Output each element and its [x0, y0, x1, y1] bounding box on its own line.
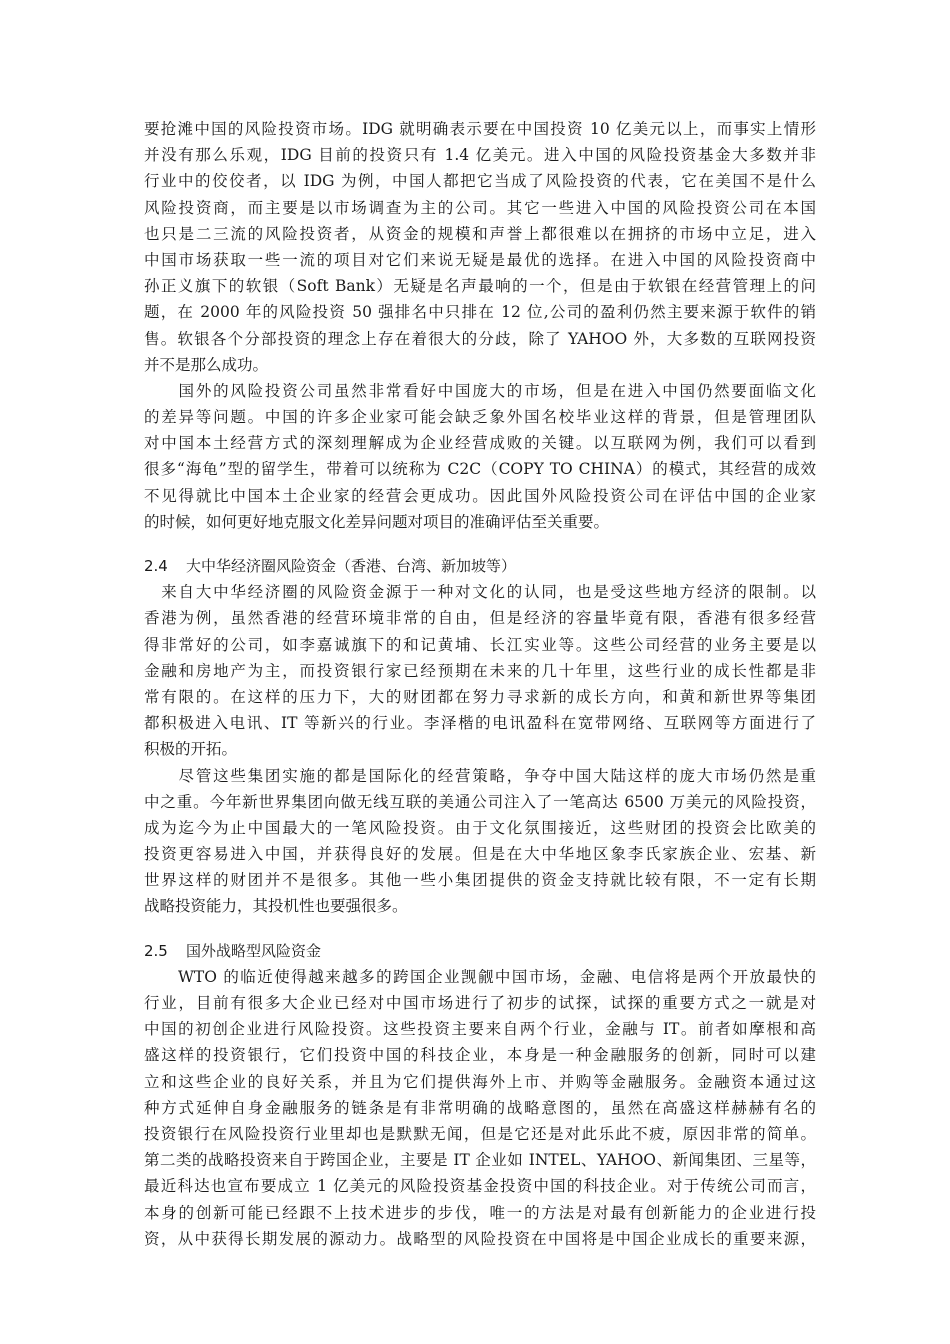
text-line: 中国的初创企业进行风险投资。这些投资主要来自两个行业，金融与 IT。前者如摩根和高 [144, 1020, 816, 1039]
text-line: 尽管这些集团实施的都是国际化的经营策略，争夺中国大陆这样的庞大市场仍然是重 [144, 766, 816, 785]
paragraph-cultural-difference [144, 378, 816, 535]
text-line: 要抢滩中国的风险投资市场。IDG 就明确表示要在中国投资 10 亿美元以上，而事实上情形 [144, 120, 816, 138]
text-line: 的差异等问题。中国的许多企业家可能会缺乏象外国名校毕业这样的背景，但是管理团队 [144, 408, 816, 427]
section-number: 2.5 [144, 941, 168, 960]
text-line: 题，在 2000 年的风险投资 50 强排名中只排在 12 位,公司的盈利仍然主要来源于软件的销 [144, 303, 816, 322]
text-line: 也只是二三流的风险投资者，从资金的规模和声誉上都很难以在拥挤的市场中立足，进入 [144, 224, 816, 243]
text-line: 不见得就比中国本土企业家的经营会更成功。因此国外风险投资公司在评估中国的企业家 [144, 486, 816, 505]
text-line: 世界这样的财团并不是很多。其他一些小集团提供的资金支持就比较有限，不一定有长期 [144, 871, 816, 890]
section-number: 2.4 [144, 557, 168, 575]
text-line: 并没有那么乐观，IDG 目前的投资只有 1.4 亿美元。进入中国的风险投资基金大多数并非 [144, 146, 816, 165]
text-line: 战略投资能力，其投机性也要强很多。 [144, 897, 408, 916]
text-line: 中之重。今年新世界集团向做无线互联的美通公司注入了一笔高达 6500 万美元的风险投资， [144, 792, 816, 811]
text-line: 香港为例，虽然香港的经营环境非常的自由，但是经济的容量毕竟有限，香港有很多经营 [144, 609, 816, 628]
text-line: 最近科达也宣布要成立 1 亿美元的风险投资基金投资中国的科技企业。对于传统公司而言， [144, 1177, 816, 1196]
section-spacer [144, 535, 816, 553]
text-line: 资，从中获得长期发展的源动力。战略型的风险投资在中国将是中国企业成长的重要来源， [144, 1229, 816, 1248]
text-line: 很多“海龟”型的留学生，带着可以统称为 C2C（COPY TO CHINA）的模式，其经营的成效 [144, 460, 816, 479]
text-line: 常有限的。在这样的压力下，大的财团都在努力寻求新的成长方向，和黄和新世界等集团 [144, 687, 816, 706]
text-line: 本身的创新可能已经跟不上技术进步的步伐，唯一的方法是对最有创新能力的企业进行投 [144, 1203, 816, 1222]
section-title: 国外战略型风险资金 [186, 941, 322, 960]
section-title: 大中华经济圈风险资金（香港、台湾、新加坡等） [186, 557, 517, 575]
paragraph-foreign-vc-continued [144, 116, 816, 378]
text-line: 积极的开拓。 [144, 740, 238, 759]
text-line: 盛这样的投资银行，它们投资中国的科技企业，本身是一种金融服务的创新，同时可以建 [144, 1046, 816, 1065]
text-line: 国外的风险投资公司虽然非常看好中国庞大的市场，但是在进入中国仍然要面临文化 [144, 381, 816, 400]
text-line: 对中国本土经营方式的深刻理解成为企业经营成败的关键。以互联网为例，我们可以看到 [144, 434, 816, 453]
text-line: 孙正义旗下的软银（Soft Bank）无疑是名声最响的一个，但是由于软银在经营管理上的问 [144, 277, 816, 296]
text-line: 第二类的战略投资来自于跨国企业，主要是 IT 企业如 INTEL、YAHOO、新闻集团、三星等， [144, 1151, 816, 1170]
paragraph-strategic-vc [144, 964, 816, 1252]
section-spacer [144, 920, 816, 938]
text-line: 都积极进入电讯、IT 等新兴的行业。李泽楷的电讯盈科在宽带网络、互联网等方面进行了 [144, 714, 816, 733]
text-line: 行业，目前有很多大企业已经对中国市场进行了初步的试探，试探的重要方式之一就是对 [144, 994, 816, 1012]
section-heading-2-4 [144, 553, 816, 579]
text-line: 投资更容易进入中国，并获得良好的发展。但是在大中华地区象李氏家族企业、宏基、新 [144, 845, 816, 864]
text-line: WTO 的临近使得越来越多的跨国企业觊觎中国市场，金融、电信将是两个开放最快的 [144, 967, 816, 986]
paragraph-greater-china-capital [144, 579, 816, 762]
text-line: 行业中的佼佼者，以 IDG 为例，中国人都把它当成了风险投资的代表，它在美国不是什么 [144, 172, 816, 191]
text-line: 来自大中华经济圈的风险资金源于一种对文化的认同，也是受这些地方经济的限制。以 [144, 583, 816, 602]
section-heading-2-5 [144, 938, 816, 964]
text-line: 成为迄今为止中国最大的一笔风险投资。由于文化氛围接近，这些财团的投资会比欧美的 [144, 818, 816, 837]
text-line: 立和这些企业的良好关系，并且为它们提供海外上市、并购等金融服务。金融资本通过这 [144, 1072, 816, 1091]
text-line: 并不是那么成功。 [144, 355, 269, 374]
text-line: 售。软银各个分部投资的理念上存在着很大的分歧，除了 YAHOO 外，大多数的互联网投资 [144, 329, 816, 348]
text-line: 得非常好的公司，如李嘉诚旗下的和记黄埔、长江实业等。这些公司经营的业务主要是以 [144, 635, 816, 654]
text-line: 金融和房地产为主，而投资银行家已经预期在未来的几十年里，这些行业的成长性都是非 [144, 661, 816, 680]
text-line: 的时候，如何更好地克服文化差异问题对项目的准确评估至关重要。 [144, 512, 610, 531]
text-line: 投资银行在风险投资行业里却也是默默无闻，但是它还是对此乐此不疲，原因非常的简单。 [144, 1124, 816, 1143]
text-line: 风险投资商，而主要是以市场调查为主的公司。其它一些进入中国的风险投资公司在本国 [144, 198, 816, 217]
document-page [144, 116, 816, 1252]
paragraph-conglomerate-strategy [144, 763, 816, 920]
text-line: 种方式延伸自身金融服务的链条是有非常明确的战略意图的，虽然在高盛这样赫赫有名的 [144, 1098, 816, 1117]
text-line: 中国市场获取一些一流的项目对它们来说无疑是最优的选择。在进入中国的风险投资商中 [144, 250, 816, 269]
